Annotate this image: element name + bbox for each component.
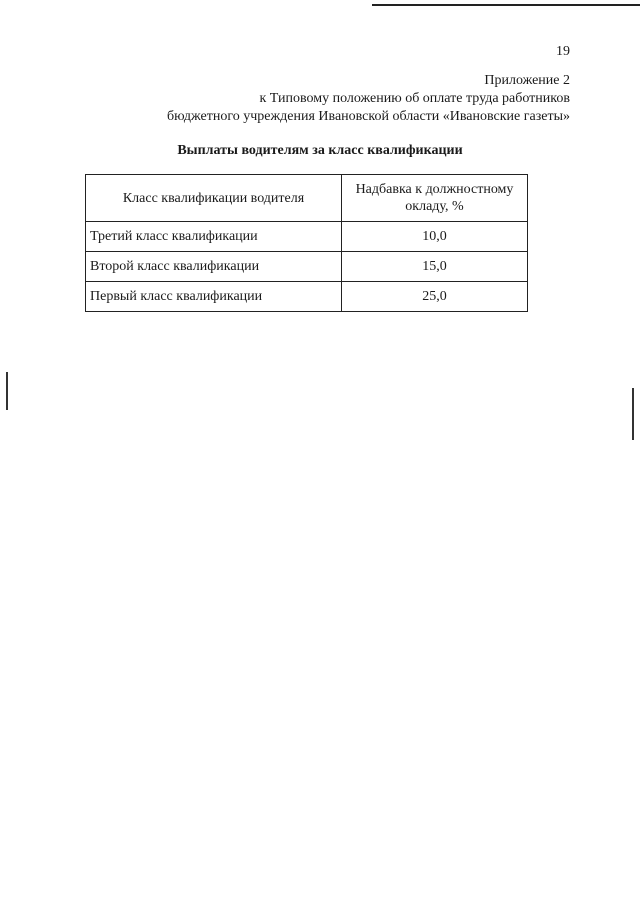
column-header-class: Класс квалификации водителя bbox=[86, 175, 342, 222]
scan-edge-mark bbox=[6, 372, 8, 410]
table-row bbox=[86, 282, 528, 312]
table-row bbox=[86, 252, 528, 282]
appendix-label: Приложение 2 bbox=[484, 73, 570, 88]
table-row bbox=[86, 222, 528, 252]
qualification-class-cell: Первый класс квалификации bbox=[86, 282, 342, 312]
appendix-header bbox=[167, 72, 570, 126]
bonus-percent-cell: 25,0 bbox=[342, 282, 528, 312]
document-title: Выплаты водителям за класс квалификации bbox=[177, 143, 463, 158]
bonus-percent-cell: 10,0 bbox=[342, 222, 528, 252]
scan-border-line bbox=[372, 4, 640, 6]
appendix-reference: к Типовому положению об оплате труда работников bbox=[259, 91, 570, 106]
qualification-class-cell: Второй класс квалификации bbox=[86, 252, 342, 282]
bonus-percent-cell: 15,0 bbox=[342, 252, 528, 282]
scan-edge-mark bbox=[632, 388, 634, 440]
page-number: 19 bbox=[556, 44, 570, 59]
table-header-row bbox=[86, 175, 528, 222]
qualification-class-cell: Третий класс квалификации bbox=[86, 222, 342, 252]
appendix-institution: бюджетного учреждения Ивановской области «Ивановские газеты» bbox=[167, 109, 570, 124]
column-header-bonus: Надбавка к должностному окладу, % bbox=[342, 175, 528, 222]
qualification-table bbox=[85, 174, 528, 312]
